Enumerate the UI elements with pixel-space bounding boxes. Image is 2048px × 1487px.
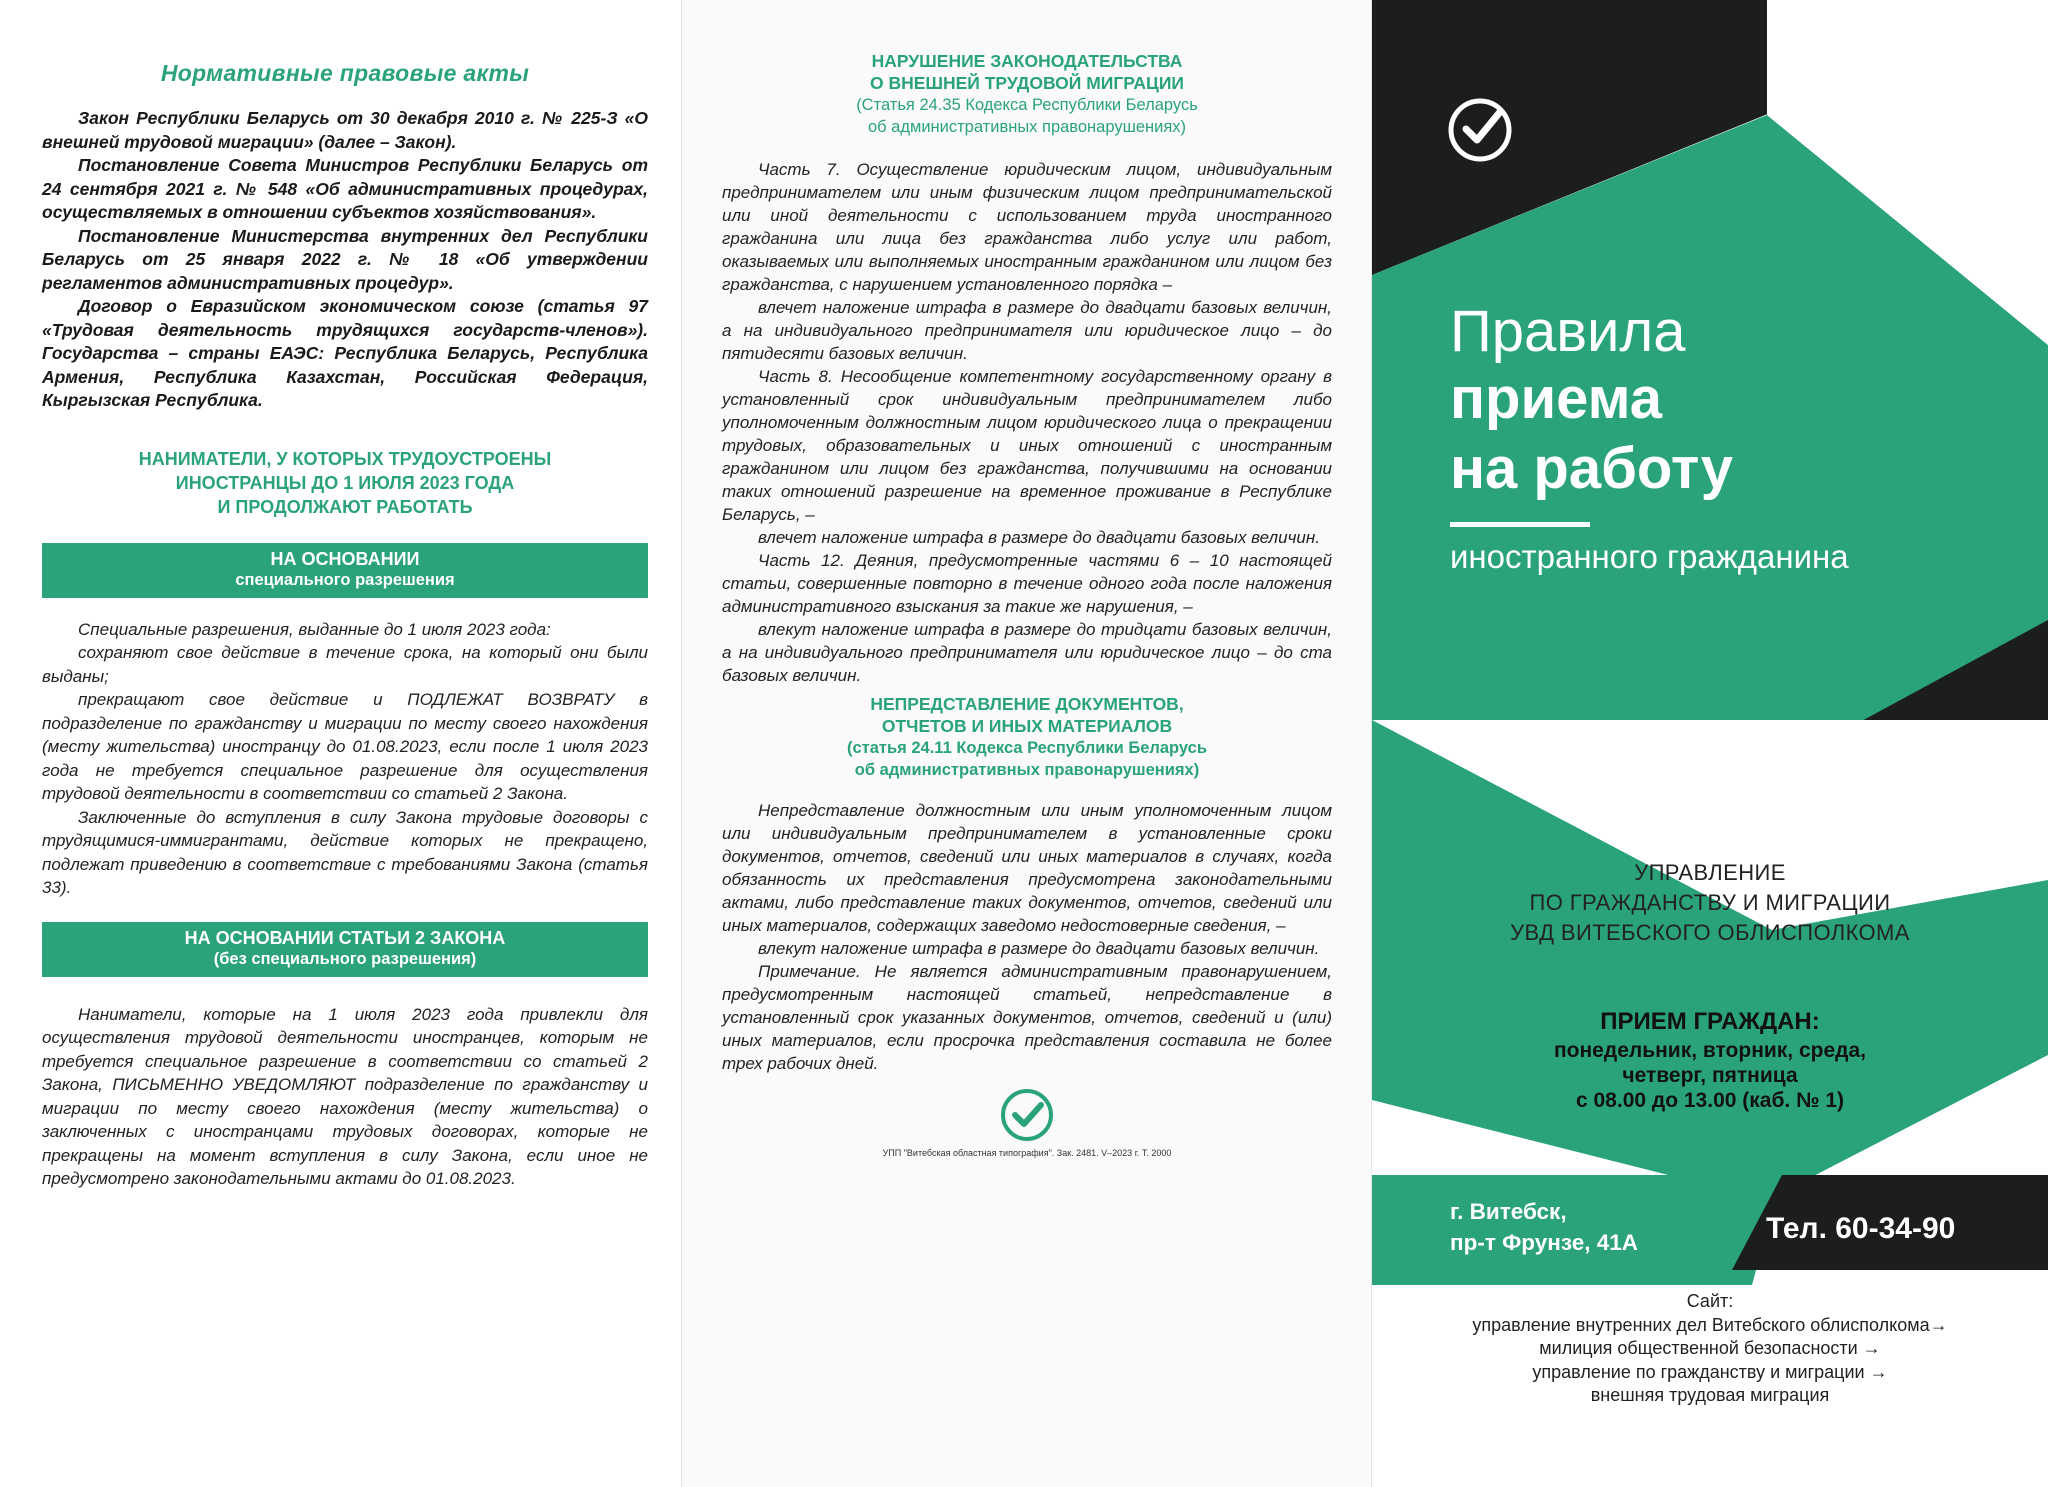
body-paragraph: Примечание. Не является административным правонарушением, предусмотренным настоящей статьей, непредставление в установленный срок указанных документов, отчетов, сведений и (или) иных материалов, если просрочка представления составила не более трех рабочих дней. [722, 962, 1332, 1073]
body-paragraph: Часть 7. Осуществление юридическим лицом, индивидуальным предпринимателем или иным физическим лицом предпринимательской или иной деятельности с использованием труда иностранного гражданина или лица без гражданства либо услуг или работ, оказываемых или выполняемых иностранным гражданином или лицом без гражданства, с нарушением установленного порядка – [722, 160, 1332, 294]
print-info: УПП "Витебская областная типография". Зак. 2481. V–2023 г. Т. 2000 [882, 1148, 1172, 1158]
employers-heading: НАНИМАТЕЛИ, У КОТОРЫХ ТРУДОУСТРОЕНЫ ИНОСТРАНЦЫ ДО 1 ИЮЛЯ 2023 ГОДА И ПРОДОЛЖАЮТ РАБОТАТЬ [138, 448, 552, 517]
body-paragraph: прекращают свое действие и ПОДЛЕЖАТ ВОЗВРАТУ в подразделение по гражданству и миграции по месту своего нахождения (месту жительства) иностранцу до 01.08.2023, если после 1 июля 2023 года не требуется специальное разрешение для осуществления трудовой деятельности в соответствии со статьей 2 Закона. [42, 690, 648, 803]
title-line: Правила [1450, 299, 1686, 364]
law-item: Закон Республики Беларусь от 30 декабря 2010 г. № 225-З «О внешней трудовой миграции» (далее – Закон). [42, 108, 648, 152]
cover-background [1372, 0, 2048, 1487]
check-logo-cover [1444, 92, 1516, 169]
body-paragraph: Часть 8. Несообщение компетентному государственному органу в установленный срок индивидуальным предпринимателем либо уполномоченным должностным лицом юридического лица о прекращении трудовых, образовательных и иных отношений с иностранным гражданином или лицом без гражданства, получившими на основании таких отношений разрешение на временное проживание в Республике Беларусь, – [722, 367, 1332, 524]
body-paragraph: сохраняют свое действие в течение срока, на который они были выданы; [42, 643, 648, 686]
violation-heading: НАРУШЕНИЕ ЗАКОНОДАТЕЛЬСТВА О ВНЕШНЕЙ ТРУДОВОЙ МИГРАЦИИ (Статья 24.35 Кодекса Республики Беларусь об административных правонарушениях) [856, 51, 1198, 136]
middle-panel [682, 0, 1372, 1487]
normative-acts-title: Нормативные правовые акты [160, 60, 530, 86]
body-paragraph: Непредставление должностным или иным уполномоченным лицом или индивидуальным предпринимателем в установленные сроки документов, отчетов, сведений или иных материалов в случаях, когда обязанность их представления предусмотрена законодательными актами, либо представление таких документов, отчетов, сведений или иных материалов, содержащих заведомо недостоверные сведения, – [722, 801, 1332, 935]
body-paragraph: Специальные разрешения, выданные до 1 июля 2023 года: [78, 619, 551, 639]
law-item: Постановление Совета Министров Республики Беларусь от 24 сентября 2021 г. № 548 «Об административных процедурах, осуществляемых в отношении субъектов хозяйствования». [42, 155, 648, 222]
check-icon [1444, 92, 1516, 164]
body-paragraph: влекут наложение штрафа в размере до двадцати базовых величин. [758, 939, 1320, 958]
body-paragraph: влечет наложение штрафа в размере до двадцати базовых величин, а на индивидуального предпринимателя или юридическое лицо – до пятидесяти базовых величин. [722, 298, 1332, 363]
address: г. Витебск, пр-т Фрунзе, 41А [1450, 1199, 1639, 1255]
reception-hours: ПРИЕМ ГРАЖДАН: понедельник, вторник, среда, четверг, пятница с 08.00 до 13.00 (каб. № 1) [1553, 1008, 1866, 1112]
body-paragraph: влекут наложение штрафа в размере до тридцати базовых величин, а на индивидуального предпринимателя или юридическое лицо – до ста базовых величин. [722, 620, 1332, 685]
non-submission-heading: НЕПРЕДСТАВЛЕНИЕ ДОКУМЕНТОВ, ОТЧЕТОВ И ИНЫХ МАТЕРИАЛОВ (статья 24.11 Кодекса Республики Беларусь об административных правонарушениях) [847, 694, 1207, 779]
website-path: Сайт: управление внутренних дел Витебского облисполкома→ милиция общественной безопасности → управление по гражданству и миграции → внешняя трудовая миграция [1472, 1291, 1948, 1405]
law-item: Постановление Министерства внутренних дел Республики Беларусь от 25 января 2022 г. № 18 «Об утверждении регламентов административных процедур». [42, 225, 648, 293]
title-line: на работу [1450, 436, 1734, 501]
body-paragraph: влечет наложение штрафа в размере до двадцати базовых величин. [758, 528, 1320, 547]
cover-panel [1372, 0, 2048, 1487]
article2-bar: НА ОСНОВАНИИ СТАТЬИ 2 ЗАКОНА (без специального разрешения) [42, 922, 648, 977]
body-paragraph: Наниматели, которые на 1 июля 2023 года привлекли для осуществления трудовой деятельности иностранцев, которым не требуется специальное разрешение в соответствии со статьей 2 Закона, ПИСЬМЕННО УВЕДОМЛЯЮТ подразделение по гражданству и миграции по месту своего нахождения (месту жительства) о заключенных с иностранцами трудовых договорах, которые не прекращены на момент вступления в силу Закона, если иное не предусмотрено законодательными актами до 01.08.2023. [42, 1004, 648, 1188]
cover-title [1450, 300, 1849, 577]
check-logo-small [722, 1087, 1332, 1148]
body-paragraph: Заключенные до вступления в силу Закона трудовые договоры с трудящимися-иммигрантами, действие которых не прекращено, подлежат приведению в соответствие с требованиями Закона (статья 33). [42, 807, 648, 897]
phone-number: Тел. 60-34-90 [1766, 1212, 1956, 1245]
law-item: Договор о Евразийском экономическом союзе (статья 97 «Трудовая деятельность трудящихся государств-членов»). Государства – страны ЕАЭС: Республика Беларусь, Республика Армения, Республика Казахстан, Российская Федерация, Кыргызская Республика. [42, 296, 648, 410]
title-line: приема [1450, 366, 1663, 431]
title-underline [1450, 522, 1590, 527]
title-subline: иностранного гражданина [1450, 538, 1849, 575]
body-paragraph: Часть 12. Деяния, предусмотренные частями 6 – 10 настоящей статьи, совершенные повторно в течение одного года после наложения административного взыскания за такие же нарушения, – [722, 551, 1332, 616]
check-icon [999, 1087, 1055, 1143]
special-permit-bar: НА ОСНОВАНИИ специального разрешения [42, 543, 648, 598]
left-panel [0, 0, 682, 1487]
organization-name: УПРАВЛЕНИЕ ПО ГРАЖДАНСТВУ И МИГРАЦИИ УВД ВИТЕБСКОГО ОБЛИСПОЛКОМА [1510, 860, 1910, 945]
